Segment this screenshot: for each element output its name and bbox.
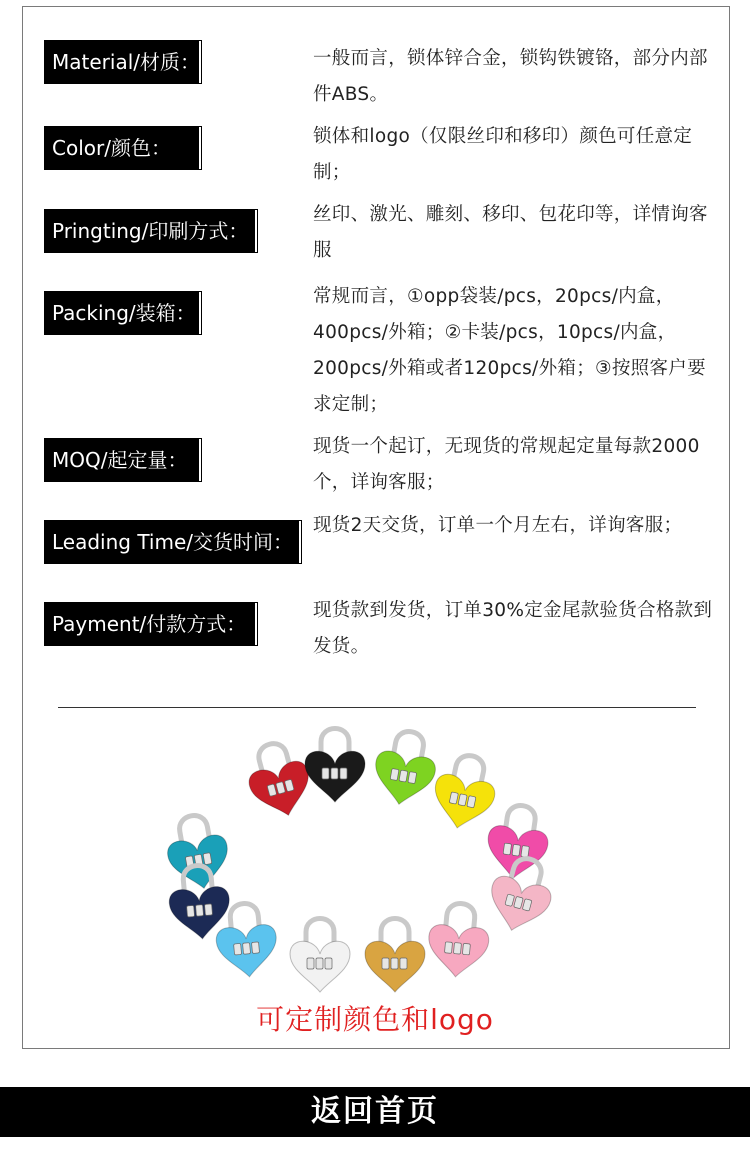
product-photo-heart-padlocks bbox=[150, 715, 590, 995]
padlock-white bbox=[290, 919, 350, 993]
spec-value: 现货款到发货，订单30%定金尾款验货合格款到发货。 bbox=[313, 600, 713, 657]
padlock-rose bbox=[426, 901, 492, 979]
spec-label: MOQ/起定量： bbox=[45, 439, 201, 481]
spec-value: 一般而言，锁体锌合金，锁钩铁镀铬，部分内部件ABS。 bbox=[313, 48, 708, 105]
padlock-yellow bbox=[428, 750, 502, 834]
spec-value: 现货2天交货，订单一个月左右，详询客服； bbox=[313, 515, 683, 536]
caption-customizable: 可定制颜色和logo bbox=[256, 1003, 494, 1036]
spec-value: 现货一个起订，无现货的常规起定量每款2000个，详询客服； bbox=[313, 436, 700, 493]
footer-spacer bbox=[0, 1137, 750, 1160]
divider bbox=[58, 707, 696, 708]
padlock-gold bbox=[365, 919, 425, 993]
padlock-red bbox=[240, 736, 317, 823]
padlock-teal bbox=[162, 811, 234, 894]
padlock-black bbox=[305, 729, 365, 803]
spec-label: Leading Time/交货时间： bbox=[45, 521, 301, 563]
padlock-green bbox=[369, 727, 441, 810]
spec-value: 丝印、激光、雕刻、移印、包花印等，详情询客服 bbox=[313, 204, 708, 261]
spec-label: Color/颜色： bbox=[45, 127, 201, 169]
spec-label: Pringting/印刷方式： bbox=[45, 210, 257, 252]
spec-label: Packing/装箱： bbox=[45, 292, 201, 334]
spec-value: 锁体和logo（仅限丝印和移印）颜色可任意定制； bbox=[313, 126, 693, 183]
spec-label: Material/材质： bbox=[45, 41, 201, 83]
spec-label: Payment/付款方式： bbox=[45, 603, 257, 645]
back-to-home-button[interactable]: 返回首页 bbox=[0, 1087, 750, 1137]
spec-value: 常规而言，①opp袋装/pcs，20pcs/内盒，400pcs/外箱；②卡装/pcs，10pcs/内盒，200pcs/外箱或者120pcs/外箱；③按照客户要求定制； bbox=[313, 286, 706, 415]
